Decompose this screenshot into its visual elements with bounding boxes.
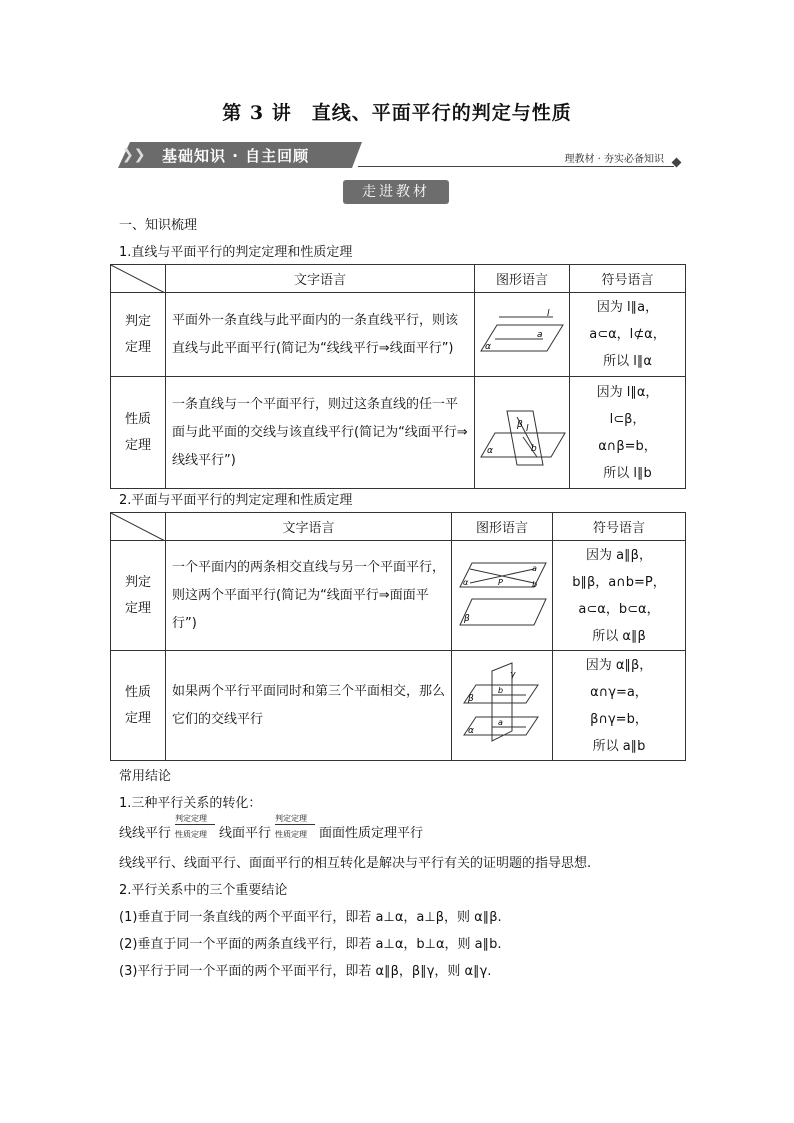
svg-text:P: P (498, 577, 503, 587)
svg-text:l: l (526, 423, 529, 434)
svg-text:a: a (537, 329, 543, 340)
svg-text:l: l (547, 308, 550, 319)
row-label: 性质定理 (111, 377, 166, 489)
section-tag: 走进教材 (343, 180, 449, 204)
conclusion-item-1: (1)垂直于同一条直线的两个平面平行，即若 a⊥α，a⊥β，则 α∥β. (119, 910, 502, 925)
header-text-language: 文字语言 (166, 513, 452, 541)
table-row (111, 541, 686, 651)
row-label: 性质定理 (111, 651, 166, 761)
row-symbols: 因为 l∥a， a⊂α，l⊄α， 所以 l∥α (570, 293, 686, 377)
figure-plane-plane-property (452, 651, 553, 761)
table-row (111, 293, 686, 377)
table-row (111, 651, 686, 761)
header-text-language: 文字语言 (166, 265, 475, 293)
row-label: 判定定理 (111, 293, 166, 377)
svg-text:a: a (532, 563, 537, 573)
arrow-bot-1: 性质定理 (175, 830, 207, 839)
svg-text:a: a (498, 717, 503, 727)
conversion-b: 线面平行 (219, 826, 272, 841)
banner-label: 基础知识 · 自主回顾 (162, 147, 310, 165)
row-text: 一个平面内的两条相交直线与另一个平面平行，则这两个平面平行(简记为“线面平行⇒面面平行”) (166, 541, 452, 651)
header-figure-language: 图形语言 (452, 513, 553, 541)
row-symbols: 因为 a∥β， b∥β，a∩b=P， a⊂α，b⊂α， 所以 α∥β (553, 541, 686, 651)
row-label: 判定定理 (111, 541, 166, 651)
conclusion-2-heading: 2.平行关系中的三个重要结论 (119, 883, 288, 898)
svg-text:b: b (498, 685, 504, 695)
conversion-c: 面面性质定理平行 (319, 826, 424, 841)
svg-text:α: α (487, 445, 493, 456)
svg-text:γ: γ (510, 669, 516, 680)
row-symbols: 因为 α∥β， α∩γ=a， β∩γ=b， 所以 a∥b (553, 651, 686, 761)
table-line-plane (110, 264, 686, 489)
conclusion-item-2: (2)垂直于同一个平面的两条直线平行，即若 a⊥α，b⊥α，则 a∥b. (119, 937, 502, 952)
subheading-plane-plane: 2.平面与平面平行的判定定理和性质定理 (119, 493, 353, 508)
chevron-icon: ❯❯ (122, 147, 146, 163)
figure-line-plane-judge (475, 293, 570, 377)
conclusion-1-heading: 1.三种平行关系的转化： (119, 796, 262, 811)
conclusion-item-3: (3)平行于同一个平面的两个平面平行，即若 α∥β，β∥γ，则 α∥γ. (119, 964, 492, 979)
figure-line-plane-property (475, 377, 570, 489)
svg-text:b: b (531, 443, 537, 454)
header-symbol-language: 符号语言 (570, 265, 686, 293)
arrow-top-2: 判定定理 (275, 814, 307, 823)
header-corner (111, 265, 166, 293)
heading-knowledge: 一、知识梳理 (119, 218, 198, 233)
row-text: 平面外一条直线与此平面内的一条直线平行，则该直线与此平面平行(简记为“线线平行⇒线面平行”) (166, 293, 475, 377)
conversion-description: 线线平行、线面平行、面面平行的相互转化是解决与平行有关的证明题的指导思想. (119, 856, 592, 871)
row-text: 一条直线与一个平面平行，则过这条直线的任一平面与此平面的交线与该直线平行(简记为“线面平行⇒线线平行”) (166, 377, 475, 489)
svg-text:β: β (517, 419, 523, 430)
banner-right-text: 理教材 · 夯实必备知识 (564, 154, 664, 165)
svg-text:α: α (463, 577, 469, 587)
arrow-line-2 (275, 824, 315, 825)
svg-text:α: α (485, 341, 491, 352)
header-figure-language: 图形语言 (475, 265, 570, 293)
arrow-line-1 (175, 824, 215, 825)
svg-text:β: β (468, 693, 474, 704)
page-title: 第 3 讲 直线、平面平行的判定与性质 (222, 102, 572, 124)
svg-text:β: β (464, 613, 470, 624)
banner-line (358, 166, 674, 167)
header-corner (111, 513, 166, 541)
arrow-top-1: 判定定理 (175, 814, 207, 823)
section-banner (118, 142, 680, 170)
row-text: 如果两个平行平面同时和第三个平面相交，那么它们的交线平行 (166, 651, 452, 761)
subheading-line-plane: 1.直线与平面平行的判定定理和性质定理 (119, 245, 353, 260)
svg-text:α: α (468, 725, 474, 736)
svg-text:b: b (532, 579, 538, 589)
header-symbol-language: 符号语言 (553, 513, 686, 541)
common-conclusions-heading: 常用结论 (119, 769, 172, 784)
conversion-line (119, 814, 539, 842)
arrow-bot-2: 性质定理 (275, 830, 307, 839)
row-symbols: 因为 l∥α， l⊂β， α∩β=b， 所以 l∥b (570, 377, 686, 489)
table-plane-plane (110, 512, 686, 761)
table-row (111, 377, 686, 489)
figure-plane-plane-judge (452, 541, 553, 651)
conversion-a: 线线平行 (119, 826, 172, 841)
